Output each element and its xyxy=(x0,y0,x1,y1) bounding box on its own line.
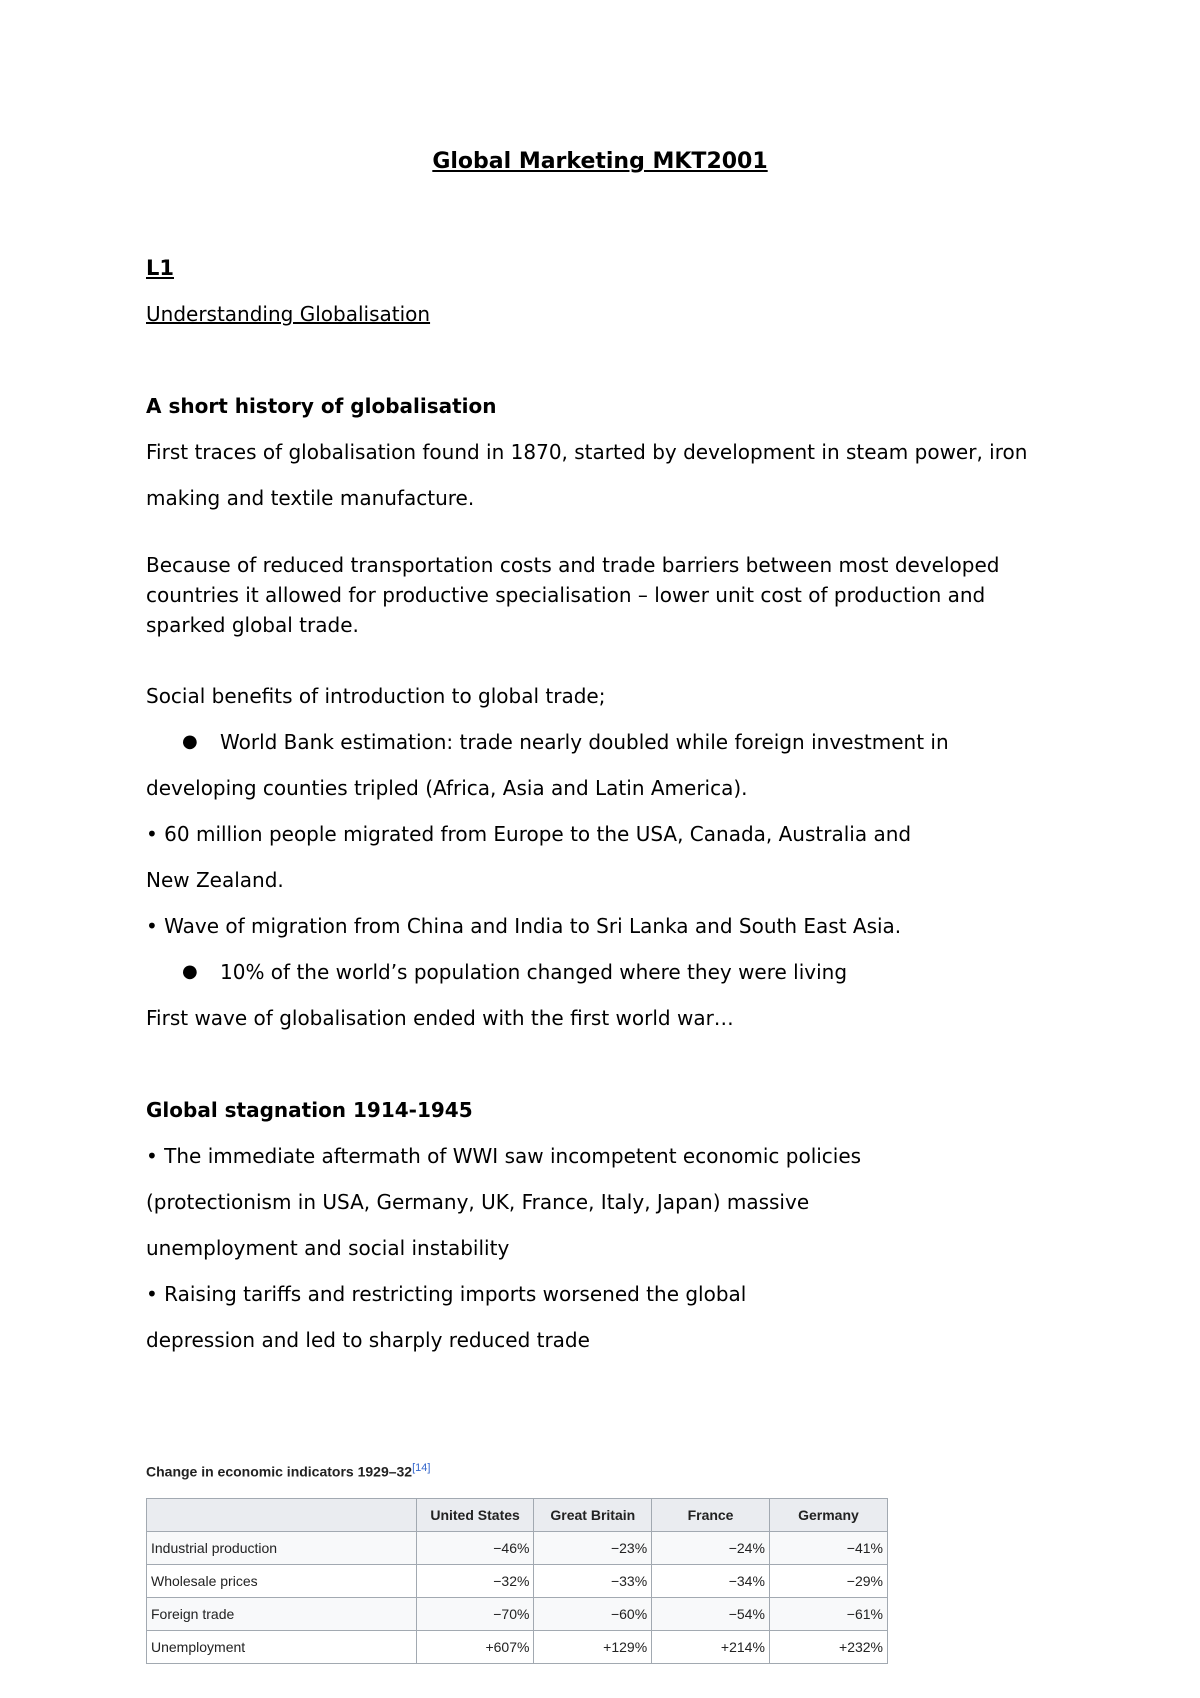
citation-link[interactable]: [14] xyxy=(412,1462,431,1474)
row-label: Industrial production xyxy=(147,1532,417,1565)
column-header: United States xyxy=(416,1499,534,1532)
table-caption-text: Change in economic indicators 1929–32 xyxy=(146,1463,413,1480)
table-cell: −60% xyxy=(534,1598,652,1631)
table-cell: −32% xyxy=(416,1565,534,1598)
row-label: Unemployment xyxy=(147,1631,417,1664)
lecture-subtitle: Understanding Globalisation xyxy=(146,302,431,326)
section-heading-stagnation: Global stagnation 1914-1945 xyxy=(146,1098,473,1122)
row-label: Foreign trade xyxy=(147,1598,417,1631)
column-header: France xyxy=(652,1499,770,1532)
row-label: Wholesale prices xyxy=(147,1565,417,1598)
table-cell: −46% xyxy=(416,1532,534,1565)
table-caption xyxy=(146,1462,430,1480)
history-line-2: making and textile manufacture. xyxy=(146,486,475,510)
benefit-4: 10% of the world’s population changed where they were living xyxy=(220,960,848,984)
table-cell: −70% xyxy=(416,1598,534,1631)
table-cell: +129% xyxy=(534,1631,652,1664)
table-row xyxy=(147,1631,888,1664)
column-header: Germany xyxy=(769,1499,887,1532)
table-cell: −41% xyxy=(769,1532,887,1565)
table-row xyxy=(147,1565,888,1598)
table-cell: −29% xyxy=(769,1565,887,1598)
economic-indicators-table xyxy=(146,1498,888,1664)
lecture-label: L1 xyxy=(146,256,174,280)
section-heading-history: A short history of globalisation xyxy=(146,394,497,418)
stagnation-line-3: unemployment and social instability xyxy=(146,1236,510,1260)
document-title: Global Marketing MKT2001 xyxy=(432,149,768,174)
stagnation-line-1: • The immediate aftermath of WWI saw incompetent economic policies xyxy=(146,1144,862,1168)
benefit-2-line-2: New Zealand. xyxy=(146,868,284,892)
benefit-1-line-1: World Bank estimation: trade nearly doubled while foreign investment in xyxy=(220,730,949,754)
table-header-row xyxy=(147,1499,888,1532)
table-cell: +232% xyxy=(769,1631,887,1664)
table-cell: +607% xyxy=(416,1631,534,1664)
table-cell: −33% xyxy=(534,1565,652,1598)
stagnation-line-5: depression and led to sharply reduced trade xyxy=(146,1328,590,1352)
table-cell: +214% xyxy=(652,1631,770,1664)
table-cell: −61% xyxy=(769,1598,887,1631)
table-cell: −23% xyxy=(534,1532,652,1565)
benefit-2-line-1: • 60 million people migrated from Europe to the USA, Canada, Australia and xyxy=(146,822,912,846)
history-paragraph: Because of reduced transportation costs and trade barriers between most developed countries it allowed for productive specialisation – lower unit cost of production and sparked global trade. xyxy=(146,553,1000,637)
table-row xyxy=(147,1532,888,1565)
stagnation-line-4: • Raising tariffs and restricting imports worsened the global xyxy=(146,1282,747,1306)
first-wave-ending: First wave of globalisation ended with the first world war… xyxy=(146,1006,734,1030)
table-corner-cell xyxy=(147,1499,417,1532)
history-line-1: First traces of globalisation found in 1870, started by development in steam power, iron xyxy=(146,440,1028,464)
column-header: Great Britain xyxy=(534,1499,652,1532)
table-cell: −34% xyxy=(652,1565,770,1598)
table-cell: −24% xyxy=(652,1532,770,1565)
bullet-icon: ● xyxy=(182,961,198,982)
table-row xyxy=(147,1598,888,1631)
bullet-icon: ● xyxy=(182,731,198,752)
benefit-3: • Wave of migration from China and India to Sri Lanka and South East Asia. xyxy=(146,914,902,938)
benefits-intro: Social benefits of introduction to global trade; xyxy=(146,684,606,708)
table-cell: −54% xyxy=(652,1598,770,1631)
benefit-1-line-2: developing counties tripled (Africa, Asia and Latin America). xyxy=(146,776,748,800)
stagnation-line-2: (protectionism in USA, Germany, UK, France, Italy, Japan) massive xyxy=(146,1190,810,1214)
